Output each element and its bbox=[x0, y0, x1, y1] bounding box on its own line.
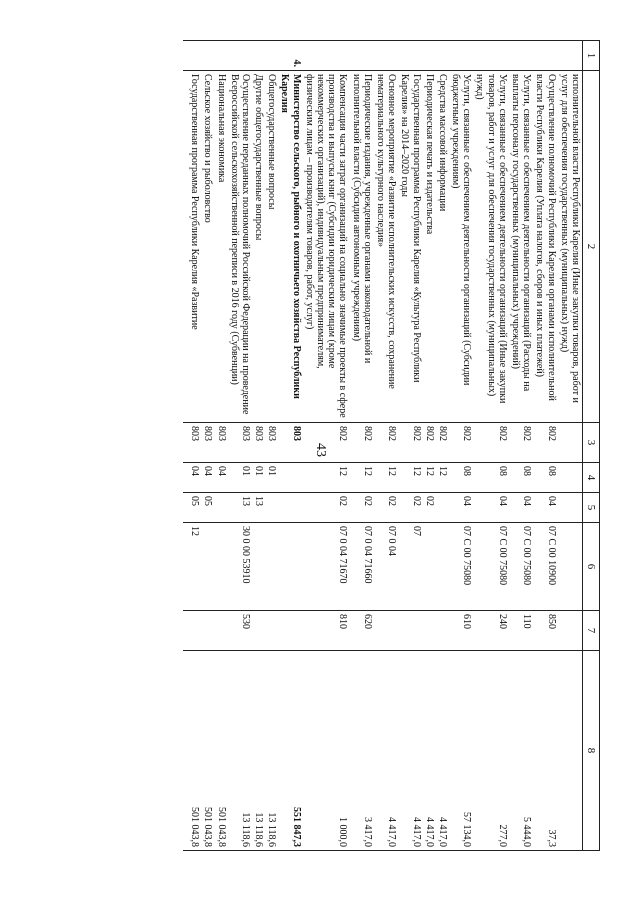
cell-col-2: Периодические издания, учрежденные органами законодательной и исполнительной власти (Субсидии автономным учреждениям) bbox=[349, 71, 373, 423]
cell-col-6 bbox=[278, 523, 302, 611]
cell-col-5: 02 bbox=[398, 493, 422, 523]
table-row bbox=[374, 41, 398, 851]
cell-col-7 bbox=[188, 611, 201, 651]
budget-table bbox=[183, 40, 600, 851]
cell-col-2: Основное мероприятие «Развитие исполнительских искусств, сохранение нематериального культурного наследия» bbox=[374, 71, 398, 423]
cell-col-3: 802 bbox=[473, 423, 509, 463]
cell-col-7 bbox=[436, 611, 449, 651]
cell-col-8: 501 043,8 bbox=[214, 651, 227, 851]
cell-col-6: 07 0 04 71660 bbox=[349, 523, 373, 611]
cell-col-8: 4 417,0 bbox=[423, 651, 436, 851]
cell-col-1 bbox=[252, 41, 265, 71]
table-row bbox=[398, 41, 422, 851]
cell-col-7: 850 bbox=[533, 611, 557, 651]
cell-col-8: 13 118,6 bbox=[252, 651, 265, 851]
header-col-6: 6 bbox=[583, 523, 600, 611]
table-row bbox=[228, 41, 252, 851]
cell-col-2: Национальная экономика bbox=[214, 71, 227, 423]
cell-col-2: Министерство сельского, рыбного и охотничьего хозяйства Республики Карелия bbox=[278, 71, 302, 423]
cell-col-2: Компенсация части затрат организаций на социально значимые проекты в сфере производства и выпуска книг (Субсидии юридическим лицам (кроме некоммерческих организаций), индивидуальным предпринимателям, физическим лицам – производителям товаров, работ, услуг) bbox=[303, 71, 350, 423]
cell-col-4 bbox=[558, 463, 583, 493]
table-row bbox=[473, 41, 509, 851]
cell-col-1 bbox=[558, 41, 583, 71]
cell-col-4: 08 bbox=[533, 463, 557, 493]
cell-col-8: 13 118,6 bbox=[228, 651, 252, 851]
cell-col-7 bbox=[558, 611, 583, 651]
table-row bbox=[423, 41, 436, 851]
end-cell bbox=[183, 463, 188, 493]
end-cell bbox=[183, 523, 188, 611]
header-row bbox=[583, 41, 600, 851]
cell-col-5: 05 bbox=[188, 493, 201, 523]
cell-col-5: 13 bbox=[228, 493, 252, 523]
cell-col-6 bbox=[265, 523, 278, 611]
cell-col-1 bbox=[436, 41, 449, 71]
cell-col-5: 04 bbox=[533, 493, 557, 523]
cell-col-6 bbox=[558, 523, 583, 611]
cell-col-2: Услуги, связанные с обеспечением деятельности организаций (Субсидии бюджетным учреждениям) bbox=[449, 71, 473, 423]
cell-col-1 bbox=[533, 41, 557, 71]
cell-col-6 bbox=[436, 523, 449, 611]
cell-col-5 bbox=[265, 493, 278, 523]
cell-col-4: 08 bbox=[473, 463, 509, 493]
cell-col-2: Сельское хозяйство и рыболовство bbox=[201, 71, 214, 423]
cell-col-2: исполнительной власти Республики Карелия (Иные закупки товаров, работ и услуг для обеспечения государственных (муниципальных) нужд) bbox=[558, 71, 583, 423]
cell-col-1 bbox=[303, 41, 350, 71]
cell-col-8: 501 043,8 bbox=[201, 651, 214, 851]
table-row bbox=[558, 41, 583, 851]
cell-col-2: Услуги, связанные с обеспечением деятельности организаций (Расходы на выплаты персоналу государственных (муниципальных) учреждений) bbox=[509, 71, 533, 423]
table-row bbox=[214, 41, 227, 851]
cell-col-7 bbox=[278, 611, 302, 651]
cell-col-2: Средства массовой информации bbox=[436, 71, 449, 423]
cell-col-1 bbox=[265, 41, 278, 71]
cell-col-1 bbox=[349, 41, 373, 71]
cell-col-1 bbox=[374, 41, 398, 71]
page-number: 43 bbox=[313, 443, 328, 457]
cell-col-6 bbox=[201, 523, 214, 611]
table-row bbox=[449, 41, 473, 851]
cell-col-3: 802 bbox=[449, 423, 473, 463]
cell-col-4: 12 bbox=[349, 463, 373, 493]
cell-col-6: 07 С 00 10900 bbox=[533, 523, 557, 611]
cell-col-3: 803 bbox=[252, 423, 265, 463]
cell-col-8: 37,3 bbox=[533, 651, 557, 851]
table-row bbox=[349, 41, 373, 851]
cell-col-7: 530 bbox=[228, 611, 252, 651]
table-row bbox=[533, 41, 557, 851]
cell-col-4: 04 bbox=[201, 463, 214, 493]
cell-col-1: 4. bbox=[278, 41, 302, 71]
cell-col-5: 05 bbox=[201, 493, 214, 523]
budget-table-sheet bbox=[80, 40, 600, 850]
cell-col-5: 04 bbox=[473, 493, 509, 523]
header-col-4: 4 bbox=[583, 463, 600, 493]
cell-col-8: 4 417,0 bbox=[398, 651, 422, 851]
cell-col-8: 1 000,0 bbox=[303, 651, 350, 851]
cell-col-1 bbox=[423, 41, 436, 71]
cell-col-6: 07 С 00 75080 bbox=[473, 523, 509, 611]
cell-col-5 bbox=[214, 493, 227, 523]
cell-col-6 bbox=[423, 523, 436, 611]
cell-col-2: Другие общегосударственные вопросы bbox=[252, 71, 265, 423]
cell-col-2: Общегосударственные вопросы bbox=[265, 71, 278, 423]
table-row bbox=[201, 41, 214, 851]
header-col-3: 3 bbox=[583, 423, 600, 463]
cell-col-8: 3 417,0 bbox=[349, 651, 373, 851]
cell-col-6: 07 bbox=[398, 523, 422, 611]
cell-col-3: 802 bbox=[374, 423, 398, 463]
cell-col-8: 501 043,8 bbox=[188, 651, 201, 851]
cell-col-8: 277,0 bbox=[473, 651, 509, 851]
cell-col-3: 802 bbox=[423, 423, 436, 463]
cell-col-4: 01 bbox=[265, 463, 278, 493]
cell-col-3: 803 bbox=[265, 423, 278, 463]
table-end-row bbox=[183, 41, 188, 851]
cell-col-8: 4 417,0 bbox=[436, 651, 449, 851]
cell-col-1 bbox=[188, 41, 201, 71]
cell-col-2: Государственная программа Республики Карелия «Развитие bbox=[188, 71, 201, 423]
cell-col-7: 620 bbox=[349, 611, 373, 651]
cell-col-2: Осуществление переданных полномочий Российской Федерации на проведение Всероссийской сельскохозяйственной переписи в 2016 году (Субвенции) bbox=[228, 71, 252, 423]
cell-col-5: 04 bbox=[509, 493, 533, 523]
end-cell bbox=[183, 493, 188, 523]
cell-col-3: 802 bbox=[533, 423, 557, 463]
cell-col-1 bbox=[228, 41, 252, 71]
cell-col-6: 12 bbox=[188, 523, 201, 611]
cell-col-3: 803 bbox=[201, 423, 214, 463]
end-cell bbox=[183, 651, 188, 851]
table-row bbox=[265, 41, 278, 851]
header-col-2: 2 bbox=[583, 71, 600, 423]
cell-col-3 bbox=[558, 423, 583, 463]
end-cell bbox=[183, 611, 188, 651]
cell-col-1 bbox=[201, 41, 214, 71]
cell-col-8: 57 134,0 bbox=[449, 651, 473, 851]
cell-col-7: 110 bbox=[509, 611, 533, 651]
table-row bbox=[436, 41, 449, 851]
cell-col-2: Осуществление полномочий Республики Карелия органами исполнительной власти Республики Карелия (Уплата налогов, сборов и иных платежей) bbox=[533, 71, 557, 423]
cell-col-1 bbox=[398, 41, 422, 71]
cell-col-6: 07 С 00 75080 bbox=[509, 523, 533, 611]
table-row bbox=[303, 41, 350, 851]
cell-col-8 bbox=[558, 651, 583, 851]
cell-col-3: 803 bbox=[188, 423, 201, 463]
cell-col-4: 04 bbox=[214, 463, 227, 493]
cell-col-4: 12 bbox=[398, 463, 422, 493]
cell-col-2: Периодическая печать и издательства bbox=[423, 71, 436, 423]
cell-col-6: 07 С 00 75080 bbox=[449, 523, 473, 611]
cell-col-3: 802 bbox=[349, 423, 373, 463]
cell-col-5 bbox=[278, 493, 302, 523]
cell-col-3: 802 bbox=[436, 423, 449, 463]
header-col-5: 5 bbox=[583, 493, 600, 523]
cell-col-3: 803 bbox=[278, 423, 302, 463]
cell-col-5: 04 bbox=[449, 493, 473, 523]
cell-col-5 bbox=[436, 493, 449, 523]
cell-col-1 bbox=[449, 41, 473, 71]
cell-col-7: 240 bbox=[473, 611, 509, 651]
cell-col-6: 30 0 00 53910 bbox=[228, 523, 252, 611]
header-col-1: 1 bbox=[583, 41, 600, 71]
cell-col-7 bbox=[201, 611, 214, 651]
cell-col-3: 802 bbox=[509, 423, 533, 463]
cell-col-4: 08 bbox=[449, 463, 473, 493]
cell-col-4: 08 bbox=[509, 463, 533, 493]
cell-col-7 bbox=[374, 611, 398, 651]
cell-col-3: 802 bbox=[303, 423, 350, 463]
cell-col-8: 4 417,0 bbox=[374, 651, 398, 851]
cell-col-5: 02 bbox=[374, 493, 398, 523]
cell-col-5: 02 bbox=[349, 493, 373, 523]
table-row bbox=[188, 41, 201, 851]
header-col-7: 7 bbox=[583, 611, 600, 651]
cell-col-3: 803 bbox=[214, 423, 227, 463]
cell-col-4: 12 bbox=[303, 463, 350, 493]
table-row bbox=[278, 41, 302, 851]
cell-col-8: 551 847,3 bbox=[278, 651, 302, 851]
cell-col-4: 12 bbox=[423, 463, 436, 493]
cell-col-7 bbox=[252, 611, 265, 651]
cell-col-4: 01 bbox=[228, 463, 252, 493]
cell-col-4: 12 bbox=[374, 463, 398, 493]
cell-col-7 bbox=[398, 611, 422, 651]
cell-col-3: 802 bbox=[398, 423, 422, 463]
cell-col-4 bbox=[278, 463, 302, 493]
cell-col-1 bbox=[214, 41, 227, 71]
cell-col-7: 810 bbox=[303, 611, 350, 651]
cell-col-1 bbox=[509, 41, 533, 71]
cell-col-3: 803 bbox=[228, 423, 252, 463]
cell-col-7: 610 bbox=[449, 611, 473, 651]
cell-col-2: Услуги, связанные с обеспечением деятельности организаций (Иные закупки товаров, работ и услуг для обеспечения государственных (муниципальных) нужд) bbox=[473, 71, 509, 423]
cell-col-2: Государственная программа Республики Карелия «Культура Республики Карелия» на 2014–2020 годы bbox=[398, 71, 422, 423]
end-cell bbox=[183, 423, 188, 463]
end-cell bbox=[183, 71, 188, 423]
cell-col-6 bbox=[214, 523, 227, 611]
cell-col-7 bbox=[423, 611, 436, 651]
table-row bbox=[252, 41, 265, 851]
cell-col-8: 13 118,6 bbox=[265, 651, 278, 851]
cell-col-6: 07 0 04 71670 bbox=[303, 523, 350, 611]
cell-col-8: 5 444,0 bbox=[509, 651, 533, 851]
cell-col-4: 01 bbox=[252, 463, 265, 493]
table-row bbox=[509, 41, 533, 851]
end-cell bbox=[183, 41, 188, 71]
cell-col-7 bbox=[214, 611, 227, 651]
cell-col-4: 04 bbox=[188, 463, 201, 493]
cell-col-5: 13 bbox=[252, 493, 265, 523]
table-body bbox=[183, 41, 583, 851]
cell-col-6 bbox=[252, 523, 265, 611]
header-col-8: 8 bbox=[583, 651, 600, 851]
cell-col-5: 02 bbox=[303, 493, 350, 523]
cell-col-6: 07 0 04 bbox=[374, 523, 398, 611]
cell-col-1 bbox=[473, 41, 509, 71]
cell-col-5 bbox=[558, 493, 583, 523]
cell-col-7 bbox=[265, 611, 278, 651]
cell-col-4: 12 bbox=[436, 463, 449, 493]
cell-col-5: 02 bbox=[423, 493, 436, 523]
